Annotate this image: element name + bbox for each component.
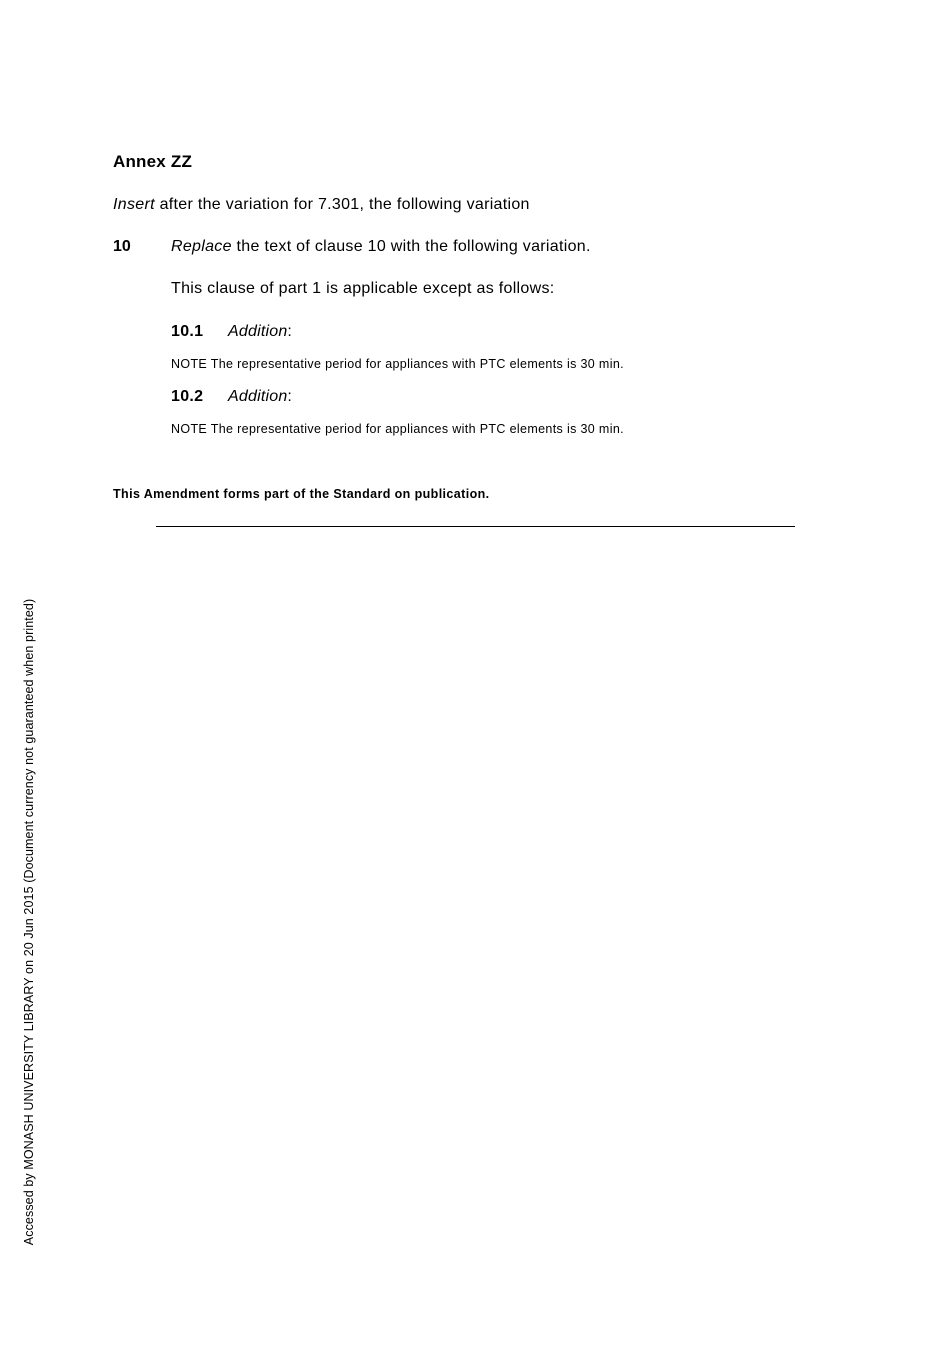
end-rule xyxy=(156,526,795,527)
subclause-colon: : xyxy=(287,388,293,405)
subclause-number: 10.2 xyxy=(171,388,204,405)
insert-instruction-text: after the variation for 7.301, the following variation xyxy=(154,196,530,213)
subclause-label xyxy=(228,388,292,406)
subclause-note: NOTE The representative period for appliances with PTC elements is 30 min. xyxy=(171,357,624,371)
replace-instruction xyxy=(171,238,591,256)
clause-number: 10 xyxy=(113,238,131,255)
subclause-addition: Addition xyxy=(228,388,288,405)
access-watermark: Accessed by MONASH UNIVERSITY LIBRARY on 20 Jun 2015 (Document currency not guaranteed when printed) xyxy=(22,598,36,1246)
applicability-statement: This clause of part 1 is applicable except as follows: xyxy=(171,280,555,297)
subclause-label xyxy=(228,323,292,341)
insert-instruction xyxy=(113,196,530,214)
amendment-statement: This Amendment forms part of the Standard on publication. xyxy=(113,487,490,501)
subclause-colon: : xyxy=(287,323,293,340)
subclause-number: 10.1 xyxy=(171,323,204,340)
subclause-addition: Addition xyxy=(228,323,288,340)
insert-keyword: Insert xyxy=(113,196,155,213)
annex-heading: Annex ZZ xyxy=(113,152,193,171)
replace-keyword: Replace xyxy=(171,238,232,255)
subclause-note: NOTE The representative period for appliances with PTC elements is 30 min. xyxy=(171,422,624,436)
replace-instruction-text: the text of clause 10 with the following variation. xyxy=(231,238,591,255)
